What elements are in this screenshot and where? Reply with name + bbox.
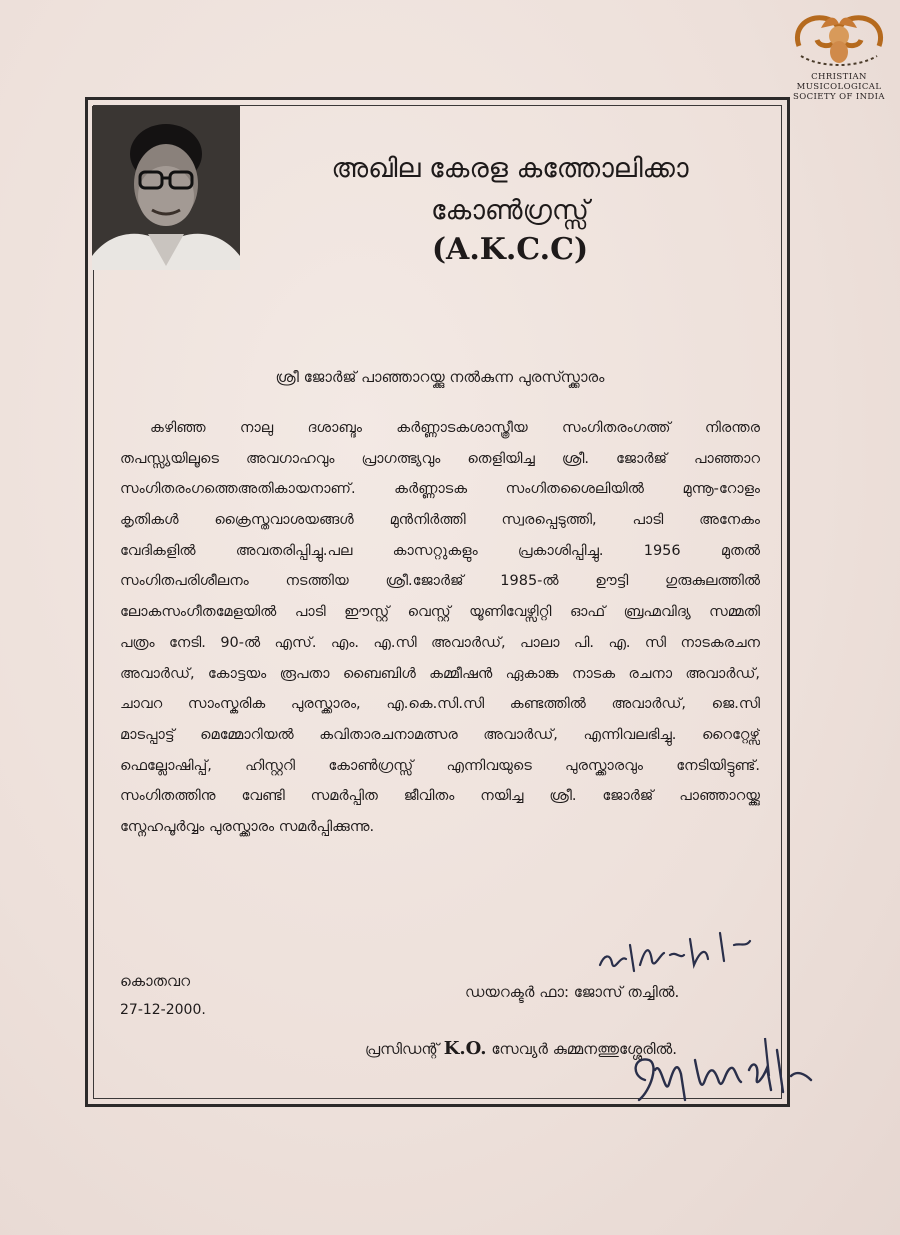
citation-line: സംഗിതപരിശീലനം നടത്തിയ ശ്രീ.ജോർജ് 1985-ൽ ഊട്ടി ഗുരുകുലത്തിൽ <box>120 573 760 590</box>
citation-line: അവാർഡ്, കോട്ടയം രൂപതാ ബൈബിൾ കമ്മീഷൻ ഏകാങ്ക നാടക രചനാ അവാർഡ്, <box>120 665 760 682</box>
president-signature <box>625 1030 820 1114</box>
citation-line: കഴിഞ്ഞ നാലു ദശാബ്ദം കർണ്ണാടകശാസ്ത്രീയ സംഗിതരംഗത്ത് നിരന്തര <box>150 420 760 436</box>
place-text: കൊതവറ <box>120 972 191 990</box>
award-subtitle: ശ്രീ ജോർജ് പാഞ്ഞാറയ്ക്കു നൽകുന്ന പുരസ്സ്ക്കാരം <box>275 368 605 386</box>
citation-line: ലോകസംഗീതമേളയിൽ പാടി ഈസ്റ്റ് വെസ്റ്റ് യൂണിവേഴ്സിറ്റി ഓഫ് ബ്രഹ്മവിദ്യ സമ്മതി <box>120 604 760 621</box>
organization-title-line2: കോൺഗ്രസ്സ് <box>431 195 589 226</box>
logo-text-line2: MUSICOLOGICAL <box>796 82 882 92</box>
citation-line: തപസ്സ്യയിലൂടെ അവഗാഹവും പ്രാഗത്ഭ്യവും തെളിയിച്ച ശ്രീ. ജോർജ് പാഞ്ഞാറ <box>120 450 760 467</box>
date-text: 27-12-2000. <box>120 1002 206 1018</box>
portrait-photo <box>92 106 240 270</box>
citation-line: കൃതികൾ ക്രൈസ്തവാശയങ്ങൾ മുൻനിർത്തി സ്വരപ്പെടുത്തി, പാടി അനേകം <box>120 512 760 529</box>
organization-title-line1: അഖില കേരള കത്തോലിക്കാ <box>331 153 689 184</box>
citation-line: മാടപ്പാട്ട് മെമ്മോറിയൽ കവിതാരചനാമത്സര അവാർഡ്, എന്നിവലഭിച്ചു. റൈറ്റേഴ്സ് <box>120 726 760 743</box>
citation-line: പത്രം നേടി. 90-ൽ എസ്. എം. എ.സി അവാർഡ്, പാലാ പി. എ. സി നാടകരചന <box>120 634 760 651</box>
citation-line: സംഗിതരംഗത്തെഅതികായനാണ്. കർണ്ണാടക സംഗിതശൈലിയിൽ മുന്നൂ-റോളം <box>120 481 760 498</box>
president-name: സേവ്യർ കുമ്മനത്തുശ്ശേരിൽ. <box>491 1040 678 1058</box>
president-initials: K.O. <box>443 1038 487 1059</box>
citation-line: ചാവറ സാംസ്കരിക പുരസ്ക്കാരം, എ.കെ.സി.സി കണ്ടത്തിൽ അവാർഡ്, ജെ.സി <box>120 696 760 713</box>
director-signatory: ഡയറക്ടർ ഫാ: ജോസ് തച്ചിൽ. <box>465 983 680 1001</box>
citation-line: സംഗിതത്തിനു വേണ്ടി സമർപ്പിത ജീവിതം നയിച്ച ശ്രീ. ജോർജ് പാഞ്ഞാറയ്ക്കു <box>120 788 760 805</box>
citation-line: ഫെല്ലോഷിപ്പ്, ഹിസ്റ്ററി കോൺഗ്രസ്സ് എന്നിവയുടെ പുരസ്ക്കാരവും നേടിയിട്ടുണ്ട്. <box>120 757 760 774</box>
cherub-emblem-icon <box>791 10 887 72</box>
christian-musicological-society-logo <box>785 10 893 110</box>
citation-line: സ്നേഹപൂർവ്വം പുരസ്ക്കാരം സമർപ്പിക്കുന്നു. <box>120 818 375 835</box>
citation-line: വേദികളിൽ അവതരിപ്പിച്ചു.പല കാസറ്റുകളും പ്രകാശിപ്പിച്ചു. 1956 മുതൽ <box>120 542 760 559</box>
logo-text-line1: CHRISTIAN <box>811 72 867 82</box>
president-title: പ്രസിഡന്റ് <box>365 1040 439 1058</box>
citation-paragraph <box>120 413 760 843</box>
logo-text-line3: SOCIETY OF INDIA <box>793 92 885 102</box>
organization-abbreviation: (A.K.C.C) <box>431 232 589 267</box>
